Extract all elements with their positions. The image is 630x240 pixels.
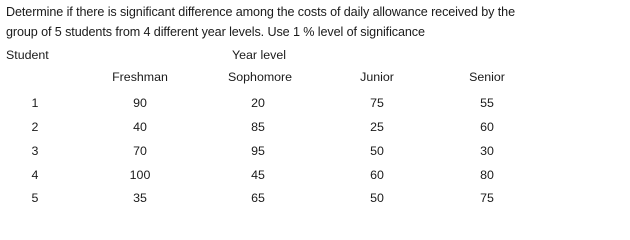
- table-cell-senior: 60: [480, 120, 494, 134]
- student-number: 3: [31, 144, 39, 158]
- table-cell-freshman: 70: [133, 144, 147, 158]
- table-cell-freshman: 40: [133, 120, 147, 134]
- student-number: 5: [31, 191, 39, 205]
- table-cell-sophomore: 20: [251, 96, 265, 110]
- problem-line-2: group of 5 students from 4 different year levels. Use 1 % level of significance: [6, 25, 425, 39]
- problem-line-1: Determine if there is significant difference among the costs of daily allowance received by the: [6, 5, 515, 19]
- table-cell-sophomore: 85: [251, 120, 265, 134]
- table-cell-senior: 75: [480, 191, 494, 205]
- table-cell-junior: 25: [370, 120, 384, 134]
- table-cell-junior: 50: [370, 144, 384, 158]
- student-number: 2: [31, 120, 39, 134]
- table-cell-sophomore: 95: [251, 144, 265, 158]
- student-number: 4: [31, 168, 39, 182]
- student-number: 1: [31, 96, 39, 110]
- column-header-senior: Senior: [469, 70, 505, 84]
- table-cell-junior: 60: [370, 168, 384, 182]
- table-cell-senior: 80: [480, 168, 494, 182]
- table-cell-junior: 75: [370, 96, 384, 110]
- year-level-header: Year level: [232, 48, 286, 62]
- column-header-sophomore: Sophomore: [228, 70, 293, 84]
- student-header: Student: [6, 48, 49, 62]
- column-header-junior: Junior: [360, 70, 394, 84]
- table-cell-freshman: 90: [133, 96, 147, 110]
- column-header-freshman: Freshman: [112, 70, 168, 84]
- table-cell-freshman: 35: [133, 191, 147, 205]
- table-cell-senior: 55: [480, 96, 494, 110]
- table-cell-sophomore: 45: [251, 168, 265, 182]
- table-cell-freshman: 100: [129, 168, 151, 182]
- table-cell-sophomore: 65: [251, 191, 265, 205]
- table-cell-senior: 30: [480, 144, 494, 158]
- problem-statement: [6, 2, 628, 42]
- table-cell-junior: 50: [370, 191, 384, 205]
